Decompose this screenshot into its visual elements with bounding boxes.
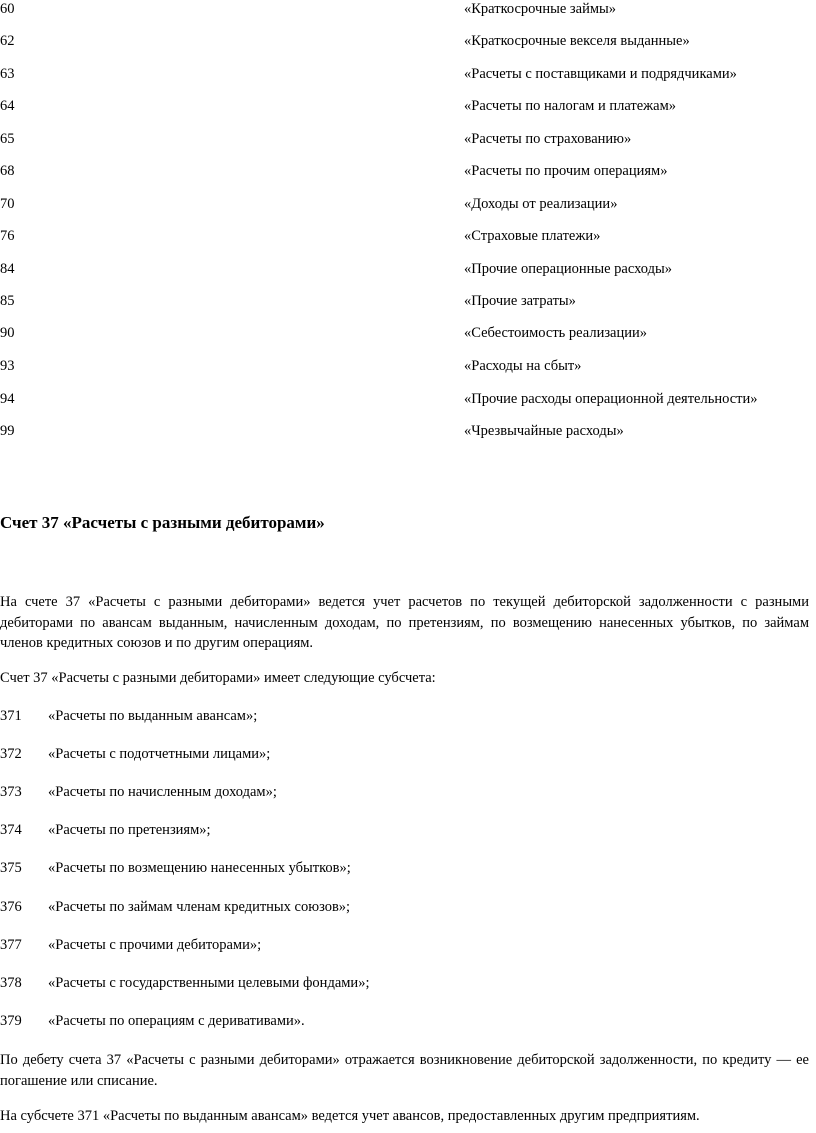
account-code: 84 bbox=[0, 261, 15, 277]
subaccount-name: «Расчеты по займам членам кредитных союзов»; bbox=[48, 899, 351, 915]
account-row bbox=[0, 259, 816, 279]
account-row bbox=[0, 96, 816, 116]
section-heading: Счет 37 «Расчеты с разными дебиторами» bbox=[0, 513, 325, 532]
account-code: 60 bbox=[0, 1, 15, 17]
account-code: 85 bbox=[0, 293, 15, 309]
account-row bbox=[0, 421, 816, 441]
subaccounts-intro: Счет 37 «Расчеты с разными дебиторами» имеет следующие субсчета: bbox=[0, 670, 436, 686]
intro-paragraph: На счете 37 «Расчеты с разными дебиторами» ведется учет расчетов по текущей дебиторской задолженности с разными дебиторами по авансам выданным, начисленным доходам, по претензиям, по возмещению нанесенных убытков, по займам членов кредитных союзов и по другим операциям. bbox=[0, 594, 809, 651]
subaccount-code: 378 bbox=[0, 975, 22, 991]
account-row bbox=[0, 161, 816, 181]
subaccount-code: 377 bbox=[0, 937, 22, 953]
subaccount-name: «Расчеты по начисленным доходам»; bbox=[48, 784, 277, 800]
subaccount-code: 379 bbox=[0, 1013, 22, 1029]
account-name: «Страховые платежи» bbox=[464, 228, 601, 244]
account-name: «Прочие операционные расходы» bbox=[464, 261, 673, 277]
account-code: 93 bbox=[0, 358, 15, 374]
account-name: «Расчеты по прочим операциям» bbox=[464, 163, 668, 179]
account-code: 68 bbox=[0, 163, 15, 179]
subaccount-name: «Расчеты по претензиям»; bbox=[48, 822, 211, 838]
account-code: 90 bbox=[0, 325, 15, 341]
subaccount-name: «Расчеты по операциям с деривативами». bbox=[48, 1013, 305, 1029]
subaccount-name: «Расчеты по выданным авансам»; bbox=[48, 708, 258, 724]
account-row bbox=[0, 31, 816, 51]
account-code: 62 bbox=[0, 33, 15, 49]
subaccount-code: 376 bbox=[0, 899, 22, 915]
subaccount-name: «Расчеты с государственными целевыми фондами»; bbox=[48, 975, 370, 991]
subaccount-name: «Расчеты по возмещению нанесенных убытков»; bbox=[48, 860, 351, 876]
account-code: 70 bbox=[0, 196, 15, 212]
subaccount-code: 375 bbox=[0, 860, 22, 876]
account-code: 63 bbox=[0, 66, 15, 82]
account-row bbox=[0, 323, 816, 343]
subaccount-code: 374 bbox=[0, 822, 22, 838]
subaccount-code: 371 bbox=[0, 708, 22, 724]
subaccount-name: «Расчеты с прочими дебиторами»; bbox=[48, 937, 262, 953]
account-name: «Прочие затраты» bbox=[464, 293, 576, 309]
account-row bbox=[0, 291, 816, 311]
account-row bbox=[0, 226, 816, 246]
account-name: «Чрезвычайные расходы» bbox=[464, 423, 624, 439]
account-code: 64 bbox=[0, 98, 15, 114]
subaccount-371-paragraph: На субсчете 371 «Расчеты по выданным авансам» ведется учет авансов, предоставленных другим предприятиям. bbox=[0, 1108, 700, 1124]
account-name: «Расчеты по налогам и платежам» bbox=[464, 98, 677, 114]
account-name: «Прочие расходы операционной деятельности» bbox=[464, 391, 758, 407]
account-row bbox=[0, 389, 816, 409]
account-row bbox=[0, 0, 816, 19]
account-code: 99 bbox=[0, 423, 15, 439]
account-name: «Расходы на сбыт» bbox=[464, 358, 582, 374]
account-code: 76 bbox=[0, 228, 15, 244]
account-name: «Расчеты по страхованию» bbox=[464, 131, 632, 147]
account-code: 65 bbox=[0, 131, 15, 147]
account-name: «Себестоимость реализации» bbox=[464, 325, 648, 341]
account-row bbox=[0, 129, 816, 149]
account-row bbox=[0, 194, 816, 214]
subaccount-code: 372 bbox=[0, 746, 22, 762]
account-name: «Расчеты с поставщиками и подрядчиками» bbox=[464, 66, 737, 82]
subaccount-code: 373 bbox=[0, 784, 22, 800]
account-row bbox=[0, 64, 816, 84]
account-row bbox=[0, 356, 816, 376]
account-code: 94 bbox=[0, 391, 15, 407]
account-name: «Краткосрочные векселя выданные» bbox=[464, 33, 690, 49]
account-name: «Краткосрочные займы» bbox=[464, 1, 616, 17]
debit-credit-paragraph: По дебету счета 37 «Расчеты с разными дебиторами» отражается возникновение дебиторской задолженности, по кредиту — ее погашение или списание. bbox=[0, 1052, 809, 1089]
account-name: «Доходы от реализации» bbox=[464, 196, 618, 212]
subaccount-name: «Расчеты с подотчетными лицами»; bbox=[48, 746, 271, 762]
